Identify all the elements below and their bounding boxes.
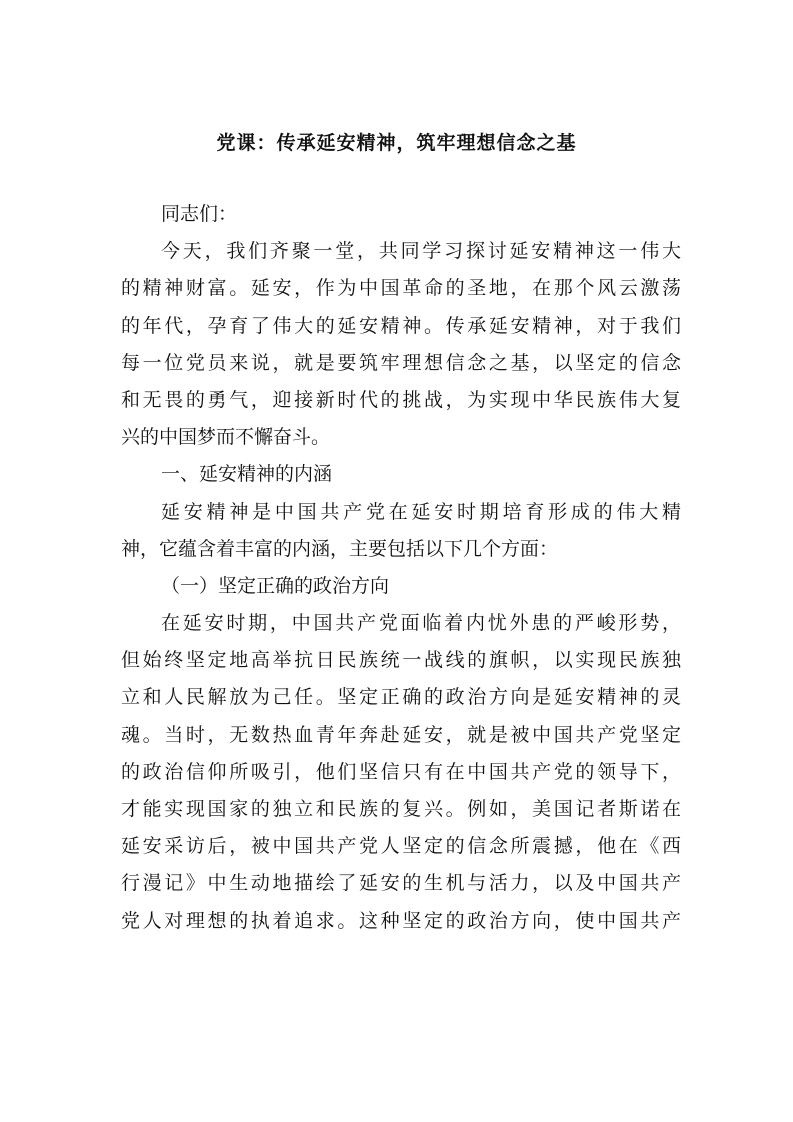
text-line: 在延安时期，中国共产党面临着内忧外患的严峻形势， xyxy=(161,612,681,635)
text-line: 才能实现国家的独立和民族的复兴。例如，美国记者斯诺在 xyxy=(121,798,681,820)
text-line: 但始终坚定地高举抗日民族统一战线的旗帜，以实现民族独 xyxy=(121,649,681,672)
text-line: 党人对理想的执着追求。这种坚定的政治方向，使中国共产 xyxy=(121,909,681,932)
text-line: 延安精神是中国共产党在延安时期培育形成的伟大精 xyxy=(161,500,681,523)
document-body xyxy=(121,196,681,940)
text-line: 的政治信仰所吸引，他们坚信只有在中国共产党的领导下， xyxy=(121,760,681,783)
text-line: 一、延安精神的内涵 xyxy=(161,463,333,486)
text-line: 的精神财富。延安，作为中国革命的圣地，在那个风云激荡 xyxy=(121,277,681,300)
text-line: 的年代，孕育了伟大的延安精神。传承延安精神，对于我们 xyxy=(121,314,681,337)
text-line: 神，它蕴含着丰富的内涵，主要包括以下几个方面： xyxy=(121,537,559,560)
text-line: （一）坚定正确的政治方向 xyxy=(161,574,390,597)
text-line: 同志们： xyxy=(161,203,238,225)
text-line: 立和人民解放为己任。坚定正确的政治方向是延安精神的灵 xyxy=(121,686,681,709)
text-line: 延安采访后，被中国共产党人坚定的信念所震撼，他在《西 xyxy=(121,835,681,858)
text-line: 魂。当时，无数热血青年奔赴延安，就是被中国共产党坚定 xyxy=(121,723,681,746)
document-title: 党课：传承延安精神，筑牢理想信念之基 xyxy=(216,132,577,154)
text-line: 每一位党员来说，就是要筑牢理想信念之基，以坚定的信念 xyxy=(121,351,681,374)
text-line: 和无畏的勇气，迎接新时代的挑战，为实现中华民族伟大复 xyxy=(121,388,681,411)
text-line: 今天，我们齐聚一堂，共同学习探讨延安精神这一伟大 xyxy=(161,240,681,263)
text-line: 行漫记》中生动地描绘了延安的生机与活力，以及中国共产 xyxy=(121,872,681,895)
text-line: 兴的中国梦而不懈奋斗。 xyxy=(121,426,331,449)
